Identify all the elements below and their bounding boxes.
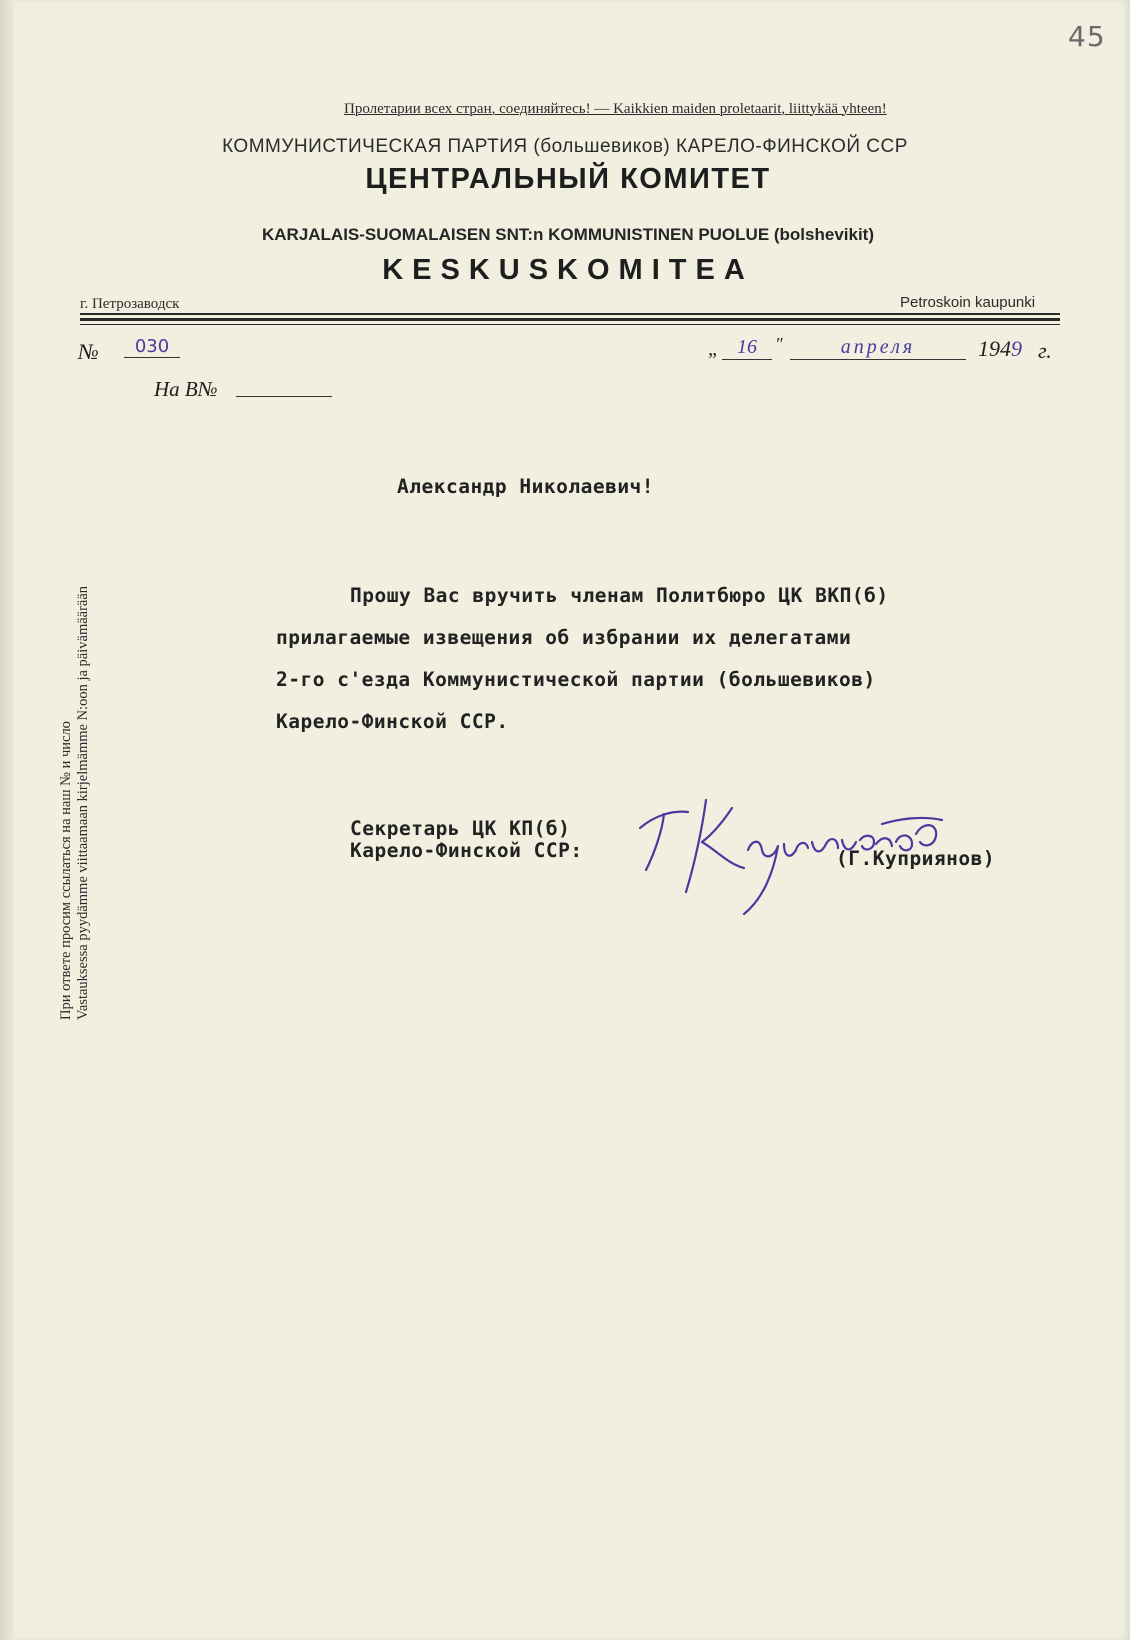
letterhead-city-fi: Petroskoin kaupunki: [900, 294, 1036, 311]
letterhead-party-fi: KARJALAIS-SUOMALAISEN SNT:n KOMMUNISTINEN PUOLUE (bolshevikit): [261, 225, 875, 244]
letterhead-slogan: Пролетарии всех стран, соединяйтесь! — Kaikkien maiden proletaarit, liittykää yhteen!: [344, 101, 887, 117]
reply-reference-label: На В№: [154, 377, 218, 401]
date-month: апреля: [790, 336, 966, 360]
letterhead-committee-ru: ЦЕНТРАЛЬНЫЙ КОМИТЕТ: [365, 163, 771, 195]
signature-title-line-1: Секретарь ЦК КП(б): [350, 817, 571, 840]
date-close-quote: ": [775, 334, 783, 354]
letterhead-rule-bottom: [80, 324, 1060, 325]
body-line: 2-го с'езда Коммунистической партии (большевиков): [276, 668, 876, 691]
letterhead-rule-top: [80, 313, 1060, 315]
date-year-prefix: 194: [978, 336, 1011, 361]
side-note: [58, 440, 92, 1020]
letterhead-party-ru: КОММУНИСТИЧЕСКАЯ ПАРТИЯ (большевиков) КАРЕЛО-ФИНСКОЙ ССР: [222, 136, 908, 157]
date-suffix: г.: [1038, 338, 1052, 363]
date-year-digit: 9: [1011, 336, 1022, 361]
outgoing-number-value: 030: [124, 336, 180, 358]
letterhead-city-ru: г. Петрозаводск: [80, 296, 180, 312]
side-note-ru: При ответе просим ссылаться на наш № и число: [58, 721, 74, 1020]
signature-title-line-2: Карело-Финской ССР:: [350, 839, 583, 862]
body-line: Карело-Финской ССР.: [276, 710, 509, 733]
date-day: 16: [722, 336, 772, 360]
body-line: Прошу Вас вручить членам Политбюро ЦК ВКП(б): [350, 584, 889, 607]
outgoing-number-label: №: [78, 339, 99, 364]
date-year: [978, 336, 1022, 362]
salutation: Александр Николаевич!: [397, 475, 655, 498]
letterhead-rule-middle: [80, 318, 1060, 321]
handwritten-signature: [624, 780, 964, 920]
page-number: 45: [1068, 20, 1106, 53]
letterhead-committee-fi: KESKUSKOMITEA: [382, 254, 754, 286]
date-open-quote: „: [708, 338, 720, 360]
body-line: прилагаемые извещения об избрании их делегатами: [276, 626, 852, 649]
reply-reference-line: [236, 395, 332, 397]
signer-name: (Г.Куприянов): [836, 847, 996, 870]
side-note-fi: Vastauksessa pyydämme viittaamaan kirjelmämme N:oon ja päivämäärään: [75, 585, 91, 1020]
page-edge: [0, 0, 14, 1640]
